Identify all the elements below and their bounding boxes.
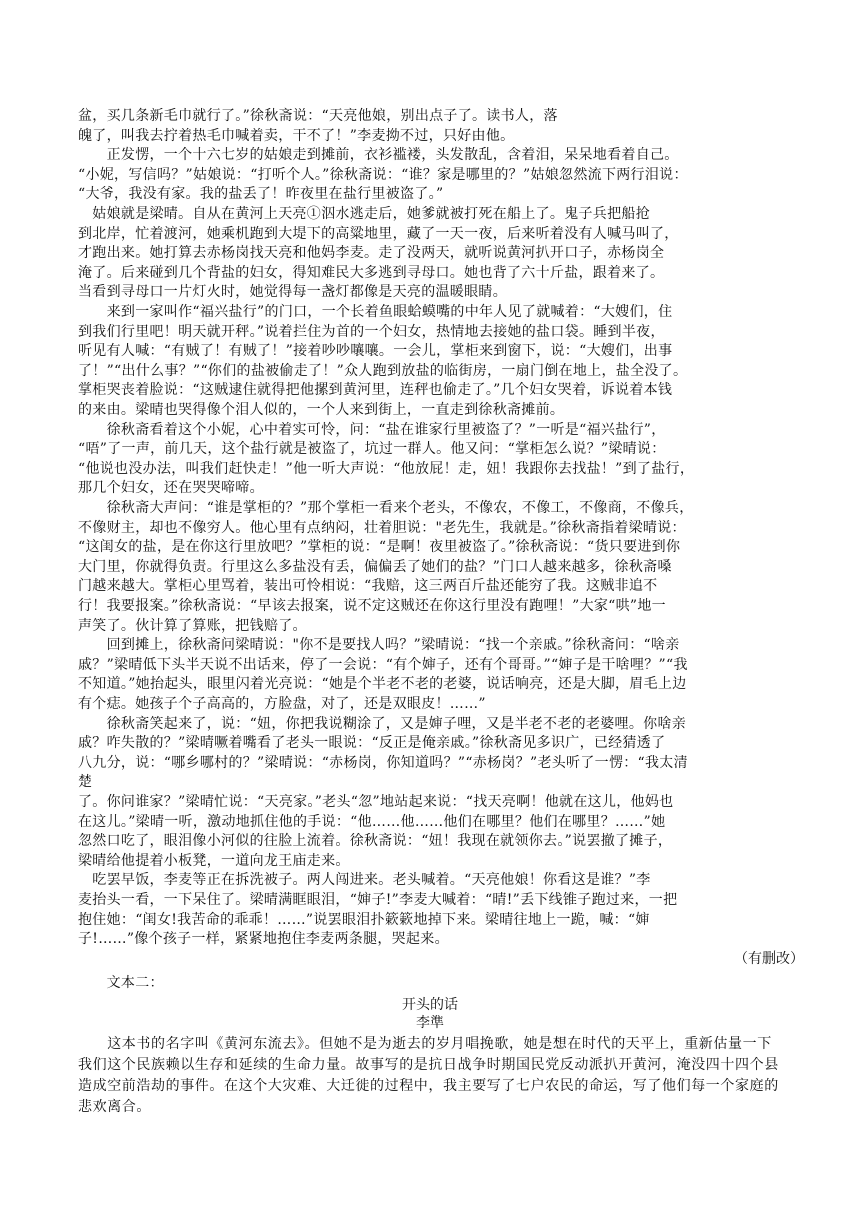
text-line: “这闺女的盐，是在你这行里放吧？”掌柜的说：“是啊！夜里被盗了。”徐秋斋说：“货只要进到你 bbox=[78, 539, 681, 556]
text-line: 淹了。后来碰到几个背盐的妇女，得知难民大多逃到寻母口。她也背了六十斤盐，跟着来了。 bbox=[78, 264, 665, 281]
text-line: 来到一家叫作“福兴盐行”的门口，一个长着鱼眼蛤蟆嘴的中年人见了就喊着：“大嫂们，住 bbox=[78, 304, 673, 320]
text-two-author: 李準 bbox=[416, 1015, 444, 1031]
text-line: “大爷，我没有家。我的盐丢了！昨夜里在盐行里被盗了。” bbox=[78, 186, 444, 203]
text-line: 在这儿。”梁晴一听，激动地抓住他的手说：“他……他……他们在哪里？他们在哪里？……”她 bbox=[78, 813, 666, 830]
text-line: 才跑出来。她打算去赤杨岗找天亮和他妈李麦。走了没两天，就听说黄河扒开口子，赤杨岗全 bbox=[78, 245, 665, 262]
text-line: 当看到寻母口一片灯火时，她觉得每一盏灯都像是天亮的温暖眼睛。 bbox=[78, 284, 507, 301]
text-line: 到我们行里吧！明天就开秤。”说着拦住为首的一个妇女，热情地去接她的盐口袋。睡到半夜， bbox=[78, 323, 665, 340]
text-line: 不知道。”她抬起头，眼里闪着光亮说：“她是个半老不老的老婆，说话响亮，还是大脚，眉毛上边 bbox=[78, 676, 687, 693]
text-line: 徐秋斋看着这个小妮，心中着实可怜，问：“盐在谁家行里被盗了？”一听是“福兴盐行”， bbox=[78, 421, 666, 438]
text-line: “唔”了一声，前几天，这个盐行就是被盗了，坑过一群人。他又问：“掌柜怎么说？”梁晴说： bbox=[78, 441, 666, 458]
text-line: 盆，买几条新毛巾就行了。”徐秋斋说：“天亮他娘，别出点子了。读书人，落 bbox=[78, 108, 558, 124]
text-line: 吃罢早饭，李麦等正在拆洗被子。两人闯进来。老头喊着。“天亮他娘！你看这是谁？”李 bbox=[78, 872, 651, 889]
text-line: 抱住她：“闺女!我苦命的乖乖！……”说罢眼泪扑簌簌地掉下来。梁晴往地上一跪，喊：“婶 bbox=[78, 911, 650, 928]
text-line: 楚 bbox=[78, 774, 93, 791]
abridged-note: （有删改） bbox=[734, 951, 804, 967]
text-line: 麦抬头一看，一下呆住了。梁晴满眶眼泪，“婶子!”李麦大喊着：“晴!”丢下线锥子跑过来，一把 bbox=[78, 892, 678, 908]
text-line: 梁晴给他提着小板凳，一道向龙王庙走来。 bbox=[78, 852, 350, 869]
text-line: 戚？咋失散的？”梁晴噘着嘴看了老头一眼说：“反正是俺亲戚。”徐秋斋见多识广，已经猜透了 bbox=[78, 735, 666, 752]
text-line: 子!……”像个孩子一样，紧紧地抱住李麦两条腿，哭起来。 bbox=[78, 931, 449, 948]
text-two-paragraph: 这本书的名字叫《黄河东流去》。但她不是为逝去的岁月唱挽歌，她是想在时代的天平上，重新估量一下我们这个民族赖以生存和延续的生命力量。故事写的是抗日战争时期国民党反动派扒开黄河，淹没四十四个县造成空前浩劫的事件。在这个大灾难、大迁徙的过程中，我主要写了七户农民的命运，写了他们每一个家庭的悲欢离合。 bbox=[78, 1036, 779, 1115]
text-line: 大门里，你就得负责。行里这么多盐没有丢，偏偏丢了她们的盐？”门口人越来越多，徐秋斋嗓 bbox=[78, 558, 672, 575]
text-line: 声笑了。伙计算了算账，把钱赔了。 bbox=[78, 617, 307, 634]
text-two-title: 开头的话 bbox=[402, 997, 458, 1013]
text-line: 忽然口吃了，眼泪像小河似的往脸上流着。徐秋斋说：“妞！我现在就领你去。”说罢撤了摊子， bbox=[78, 833, 673, 850]
text-line: 魄了，叫我去拧着热毛巾喊着卖，干不了！”李麦拗不过，只好由他。 bbox=[78, 127, 515, 144]
text-line: 徐秋斋大声问：“谁是掌柜的？”那个掌柜一看来个老头，不像农，不像工，不像商，不像兵， bbox=[78, 500, 694, 516]
text-line: 听见有人喊：“有贼了！有贼了！”接着吵吵嚷嚷。一会儿，掌柜来到窗下，说：“大嫂们，出事 bbox=[78, 343, 673, 360]
text-line: “他说也没办法，叫我们赶快走！”他一听大声说：“他放屁！走，妞！我跟你去找盐！”到了盐行， bbox=[78, 460, 695, 477]
text-line: 回到摊上，徐秋斋问梁晴说："你不是要找人吗？”梁晴说：“找一个亲戚。”徐秋斋问：“啥亲 bbox=[78, 637, 680, 654]
text-line: 门越来越大。掌柜心里骂着，装出可怜相说：“我赔，这三两百斤盐还能穷了我。这贼非追不 bbox=[78, 578, 658, 595]
text-line: 八九分，说：“哪乡哪村的？”梁晴说：“赤杨岗，你知道吗？”“赤杨岗？”老头听了一愣：“我太清 bbox=[78, 754, 688, 771]
text-line: 行！我要报案。”徐秋斋说：“早该去报案，说不定这贼还在你这行里没有跑哩！”大家“哄”地一 bbox=[78, 598, 666, 614]
text-line: “小妮，写信吗？”姑娘说：“打听个人。”徐秋斋说：“谁？家是哪里的？”姑娘忽然流下两行泪说： bbox=[78, 166, 688, 183]
text-line: 有个痣。她孩子个子高高的，方脸盘，对了，还是双眼皮！……” bbox=[78, 696, 486, 712]
text-line: 正发愣，一个十六七岁的姑娘走到摊前，衣衫褴褛，头发散乱，含着泪，呆呆地看着自己。 bbox=[78, 147, 679, 164]
text-line: 了。你问谁家？”梁晴忙说：“天亮家。”老头“忽”地站起来说：“找天亮啊！他就在这儿，他妈也 bbox=[78, 794, 674, 810]
text-line: 那几个妇女，还在哭哭啼啼。 bbox=[78, 480, 264, 497]
text-line: 到北岸，忙着渡河，她乘机跑到大堤下的高粱地里，藏了一天一夜，后来听着没有人喊马叫了， bbox=[78, 225, 679, 242]
text-line: 掌柜哭丧着脸说：“这贼逮住就得把他摞到黄河里，连秤也偷走了。”几个妇女哭着，诉说着本钱 bbox=[78, 382, 673, 399]
text-two-label: 文本二： bbox=[78, 975, 164, 991]
text-line: 不像财主，却也不像穷人。他心里有点纳闷，壮着胆说："老先生，我就是。”徐秋斋指着梁晴说： bbox=[78, 519, 686, 536]
text-line: 姑娘就是梁晴。自从在黄河上天亮①泅水逃走后，她爹就被打死在船上了。鬼子兵把船抢 bbox=[78, 206, 650, 222]
text-line: 了！”“出什么事？”“你们的盐被偷走了！”众人跑到放盐的临街房，一扇门倒在地上，盐全没了。 bbox=[78, 362, 688, 379]
text-line: 徐秋斋笑起来了，说：“妞，你把我说糊涂了，又是婶子哩，又是半老不老的老婆哩。你啥亲 bbox=[78, 715, 687, 732]
text-line: 的来由。梁晴也哭得像个泪人似的，一个人来到街上，一直走到徐秋斋摊前。 bbox=[78, 402, 565, 418]
text-line: 戚？”梁晴低下头半天说不出话来，停了一会说：“有个婶子，还有个哥哥。”“婶子是干啥哩？”“我 bbox=[78, 656, 688, 673]
